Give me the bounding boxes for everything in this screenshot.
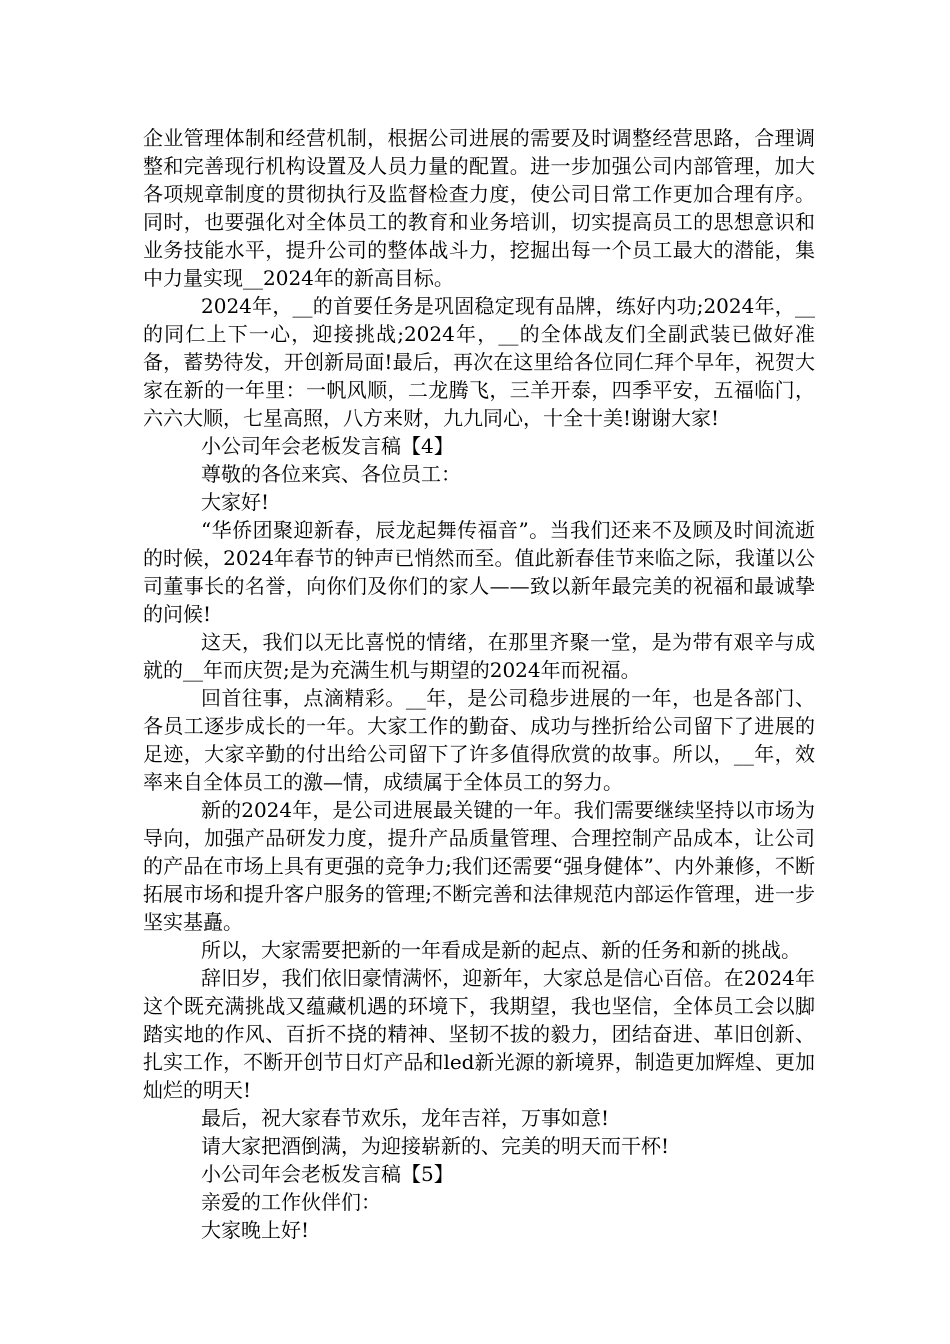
greeting: 大家晚上好!: [201, 1218, 310, 1242]
section-heading: 小公司年会老板发言稿【4】: [201, 434, 454, 458]
greeting: 大家好!: [201, 490, 270, 514]
closing-line: 最后，祝大家春节欢乐，龙年吉祥，万事如意!: [201, 1106, 610, 1130]
salutation: 亲爱的工作伙伴们：: [201, 1190, 381, 1214]
section-heading: 小公司年会老板发言稿【5】: [201, 1162, 454, 1186]
paragraph: 企业管理体制和经营机制，根据公司进展的需要及时调整经营思路，合理调整和完善现行机构设置及人员力量的配置。进一步加强公司内部管理，加大各项规章制度的贯彻执行及监督检查力度，使公司日常工作更加合理有序。同时，也要强化对全体员工的教育和业务培训，切实提高员工的思想意识和业务技能水平，提升公司的整体战斗力，挖掘出每一个员工最大的潜能，集中力量实现__2024年的新高目标。: [143, 126, 815, 290]
document-body: [143, 124, 815, 1244]
paragraph: 2024年，__的首要任务是巩固稳定现有品牌，练好内功;2024年，__的同仁上下一心，迎接挑战;2024年，__的全体战友们全副武装已做好准备，蓄势待发，开创新局面!最后，再次在这里给各位同仁拜个早年，祝贺大家在新的一年里：一帆风顺，二龙腾飞，三羊开泰，四季平安，五福临门，六六大顺，七星高照，八方来财，九九同心，十全十美!谢谢大家!: [143, 294, 815, 430]
paragraph: 辞旧岁，我们依旧豪情满怀，迎新年，大家总是信心百倍。在2024年这个既充满挑战又蕴藏机遇的环境下，我期望，我也坚信，全体员工会以脚踏实地的作风、百折不挠的精神、坚韧不拔的毅力，团结奋进、革旧创新、扎实工作，不断开创节日灯产品和led新光源的新境界，制造更加辉煌、更加灿烂的明天!: [143, 966, 815, 1102]
paragraph: 所以，大家需要把新的一年看成是新的起点、新的任务和新的挑战。: [201, 938, 801, 962]
paragraph: 这天，我们以无比喜悦的情绪，在那里齐聚一堂，是为带有艰辛与成就的__年而庆贺;是为充满生机与期望的2024年而祝福。: [143, 630, 815, 682]
salutation: 尊敬的各位来宾、各位员工：: [201, 462, 461, 486]
paragraph: 回首往事，点滴精彩。__年，是公司稳步进展的一年，也是各部门、各员工逐步成长的一年。大家工作的勤奋、成功与挫折给公司留下了进展的足迹，大家辛勤的付出给公司留下了许多值得欣赏的故事。所以，__年，效率来自全体员工的激—情，成绩属于全体员工的努力。: [143, 686, 815, 794]
paragraph: “华侨团聚迎新春，辰龙起舞传福音”。当我们还来不及顾及时间流逝的时候，2024年春节的钟声已悄然而至。值此新春佳节来临之际，我谨以公司董事长的名誉，向你们及你们的家人——致以新年最完美的祝福和最诚挚的问候!: [143, 518, 815, 626]
paragraph: 新的2024年，是公司进展最关键的一年。我们需要继续坚持以市场为导向，加强产品研发力度，提升产品质量管理、合理控制产品成本，让公司的产品在市场上具有更强的竞争力;我们还需要“强身健体”、内外兼修，不断拓展市场和提升客户服务的管理;不断完善和法律规范内部运作管理，进一步坚实基矗。: [143, 798, 815, 934]
closing-line: 请大家把酒倒满，为迎接崭新的、完美的明天而干杯!: [201, 1134, 670, 1158]
